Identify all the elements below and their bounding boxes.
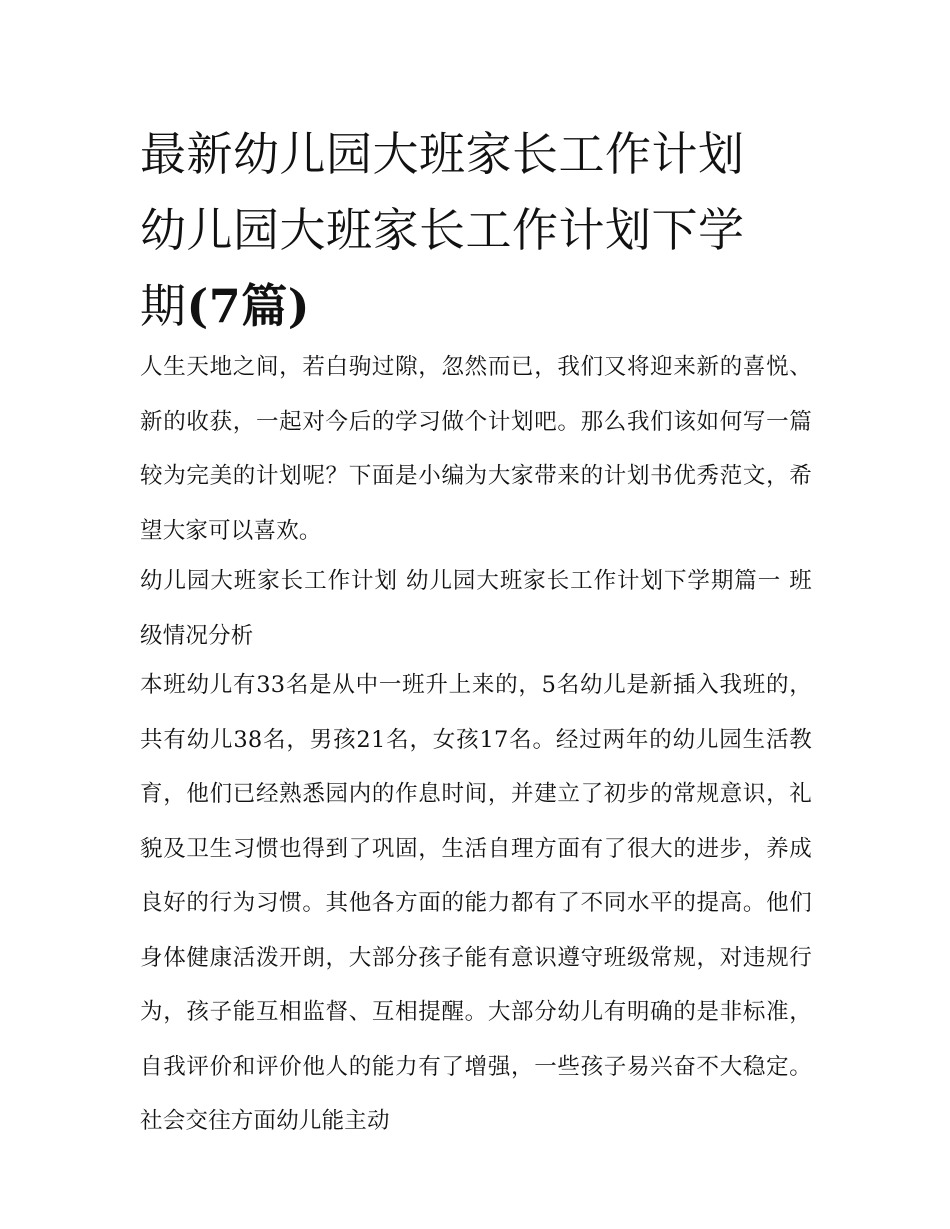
document-title xyxy=(140,116,812,344)
body-paragraph: 本班幼儿有33名是从中一班升上来的，5名幼儿是新插入我班的，共有幼儿38名，男孩21名，女孩17名。经过两年的幼儿园生活教育，他们已经熟悉园内的作息时间，并建立了初步的常规意识，礼貌及卫生习惯也得到了巩固，生活自理方面有了很大的进步，养成良好的行为习惯。其他各方面的能力都有了不同水平的提高。他们身体健康活泼开朗，大部分孩子能有意识遵守班级常规，对违规行为，孩子能互相监督、互相提醒。大部分幼儿有明确的是非标准，自我评价和评价他人的能力有了增强，一些孩子易兴奋不大稳定。社会交往方面幼儿能主动 xyxy=(140,672,812,1134)
section-heading: 幼儿园大班家长工作计划 幼儿园大班家长工作计划下学期篇一 班级情况分析 xyxy=(140,568,812,649)
title-line-3: 期 xyxy=(140,279,187,333)
title-count: (7篇) xyxy=(186,279,311,333)
title-line-1: 最新幼儿园大班家长工作计划 xyxy=(140,127,745,181)
intro-paragraph: 人生天地之间，若白驹过隙，忽然而已，我们又将迎来新的喜悦、新的收获，一起对今后的学习做个计划吧。那么我们该如何写一篇较为完美的计划呢？下面是小编为大家带来的计划书优秀范文，希望大家可以喜欢。 xyxy=(140,354,812,544)
title-line-2: 幼儿园大班家长工作计划下学 xyxy=(140,203,745,257)
